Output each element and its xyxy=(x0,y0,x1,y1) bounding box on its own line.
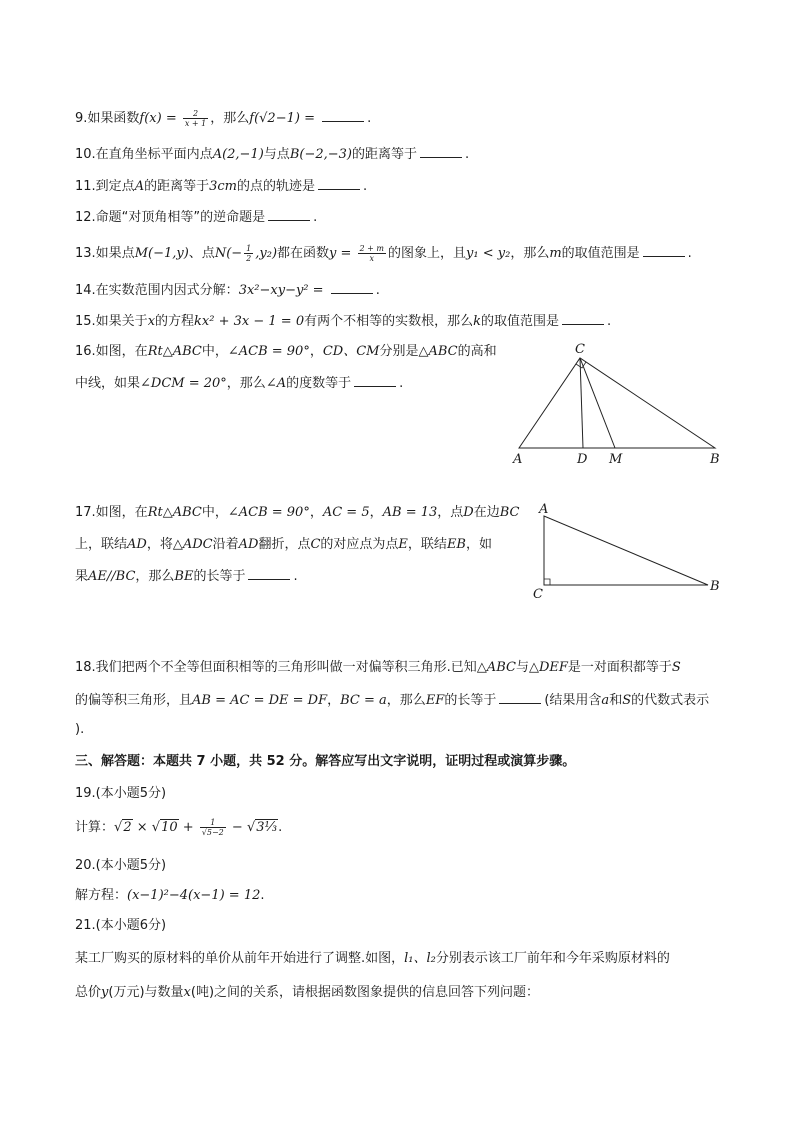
answer-blank[interactable] xyxy=(354,373,396,387)
vertex-label-B: B xyxy=(710,452,720,467)
answer-blank[interactable] xyxy=(318,176,360,190)
answer-blank[interactable] xyxy=(420,144,462,158)
triangle-figure-17 xyxy=(530,500,730,605)
question-21-heading: 21.(本小题6分) xyxy=(75,918,167,933)
question-18-line-3: ). xyxy=(75,722,85,737)
question-12: 12.命题“对顶角相等”的逆命题是 . xyxy=(75,207,317,228)
vertex-label-A: A xyxy=(539,502,549,517)
question-10: 10.在直角坐标平面内点A(2,−1)与点B(−2,−3)的距离等于 . xyxy=(75,144,469,165)
question-21-line-1: 某工厂购买的原材料的单价从前年开始进行了调整.如图，l₁、l₂分别表示该工厂前年和今年采购原材料的 xyxy=(75,951,670,966)
question-16-line-2: 中线，如果∠DCM = 20°，那么∠A的度数等于 . xyxy=(75,373,403,394)
question-16-line-1: 16.如图，在Rt△ABC中，∠ACB = 90°，CD、CM分别是△ABC的高和 xyxy=(75,344,497,359)
answer-blank[interactable] xyxy=(248,566,290,580)
question-15: 15.如果关于x的方程kx² + 3x − 1 = 0有两个不相等的实数根，那么k的取值范围是 . xyxy=(75,311,611,332)
question-17-line-3: 果AE//BC，那么BE的长等于 . xyxy=(75,566,298,587)
question-14: 14.在实数范围内因式分解：3x²−xy−y² = . xyxy=(75,280,380,301)
fraction: $\frac{2}{x + 1}$ xyxy=(184,109,207,128)
section-3-heading: 三、解答题：本题共 7 小题，共 52 分。解答应写出文字说明，证明过程或演算步骤。 xyxy=(75,754,576,769)
question-20-heading: 20.(本小题5分) xyxy=(75,858,167,873)
answer-blank[interactable] xyxy=(322,108,364,122)
vertex-label-B: B xyxy=(710,579,720,594)
triangle-figure-16 xyxy=(505,340,735,470)
answer-blank[interactable] xyxy=(562,311,604,325)
vertex-label-C: C xyxy=(575,342,585,357)
question-13: 13.如果点M(−1,y)、点N(− $\frac{1}{2}$ ,y₂)都在函数y = $\frac{2 + m}{x}$ 的图象上，且y₁ < y₂，那么m的取值范围是 . xyxy=(75,244,692,263)
question-19-expression: 计算：√2 × √10 + $\frac{1}{√5-2}$ − √3⅓. xyxy=(75,818,283,837)
answer-blank[interactable] xyxy=(643,243,685,257)
question-11: 11.到定点A的距离等于3cm的点的轨迹是 . xyxy=(75,176,367,197)
vertex-label-A: A xyxy=(513,452,523,467)
vertex-label-C: C xyxy=(533,587,543,602)
question-18-line-2: 的偏等积三角形，且AB = AC = DE = DF，BC = a，那么EF的长等于 (结果用含a和S的代数式表示 xyxy=(75,690,709,711)
point-label-M: M xyxy=(609,452,623,467)
question-18-line-1: 18.我们把两个不全等但面积相等的三角形叫做一对偏等积三角形.已知△ABC与△DEF是一对面积都等于S xyxy=(75,660,681,675)
answer-blank[interactable] xyxy=(499,690,541,704)
question-17-line-2: 上，联结AD，将△ADC沿着AD翻折，点C的对应点为点E，联结EB，如 xyxy=(75,537,492,552)
answer-blank[interactable] xyxy=(268,207,310,221)
question-21-line-2: 总价y(万元)与数量x(吨)之间的关系，请根据函数图象提供的信息回答下列问题： xyxy=(75,985,540,1000)
question-9: 9.如果函数f(x) = $\frac{2}{x + 1}$ ，那么f(√2−1) = . xyxy=(75,109,372,128)
question-20-equation: 解方程：(x−1)²−4(x−1) = 12. xyxy=(75,888,265,903)
point-label-D: D xyxy=(577,452,588,467)
answer-blank[interactable] xyxy=(331,280,373,294)
question-19-heading: 19.(本小题5分) xyxy=(75,786,167,801)
question-17-line-1: 17.如图，在Rt△ABC中，∠ACB = 90°，AC = 5，AB = 13，点D在边BC xyxy=(75,505,520,520)
